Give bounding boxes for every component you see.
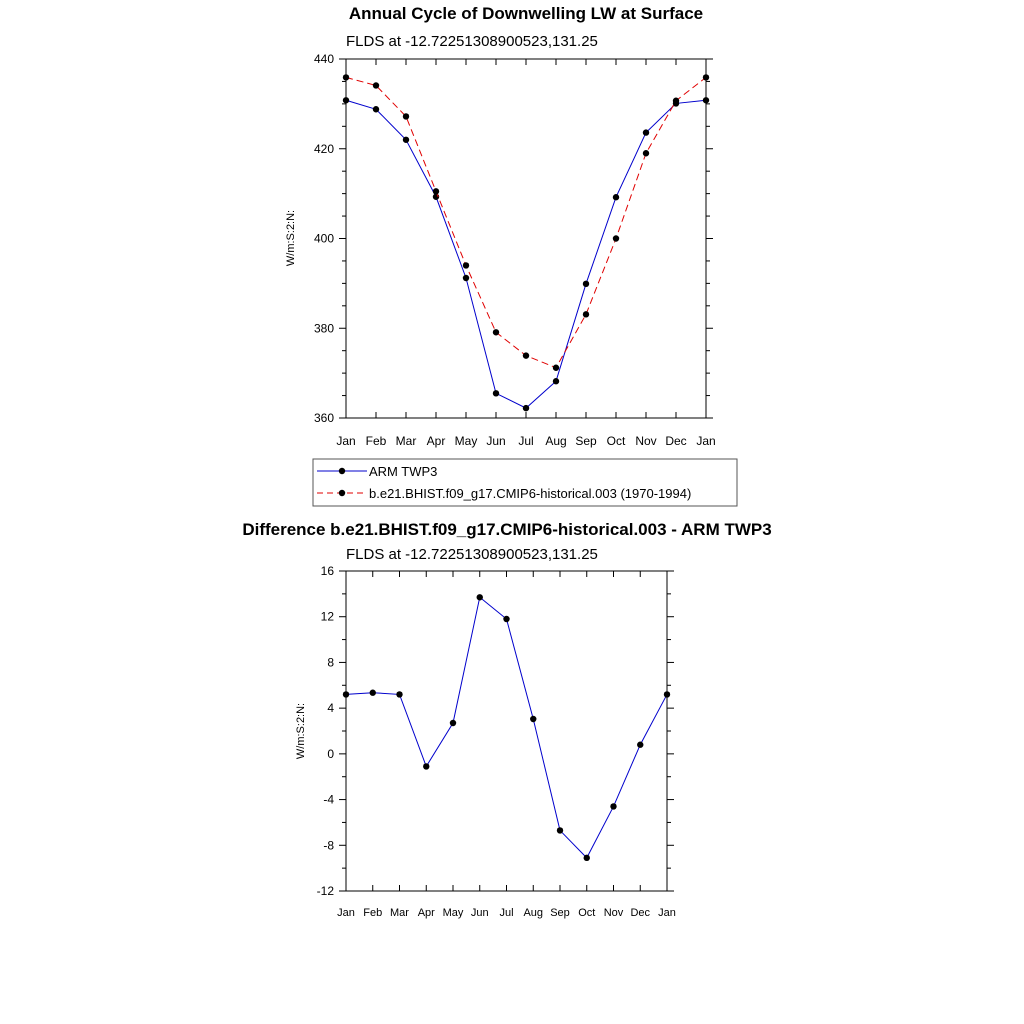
y-tick-label: 0 <box>327 746 334 761</box>
x-tick-label: Jul <box>518 434 534 448</box>
y-tick-label: -8 <box>323 838 334 853</box>
x-tick-labels <box>336 434 715 448</box>
data-point <box>493 329 499 335</box>
data-point <box>463 275 469 281</box>
chart-subtitle: FLDS at -12.72251308900523,131.25 <box>346 33 598 50</box>
data-point <box>433 188 439 194</box>
x-tick-label: Feb <box>363 907 383 919</box>
data-point <box>557 827 563 833</box>
x-tick-label: Mar <box>395 434 417 448</box>
data-point <box>643 150 649 156</box>
data-point <box>343 691 349 697</box>
x-tick-label: Nov <box>635 434 657 448</box>
data-point <box>643 129 649 135</box>
data-point <box>493 390 499 396</box>
data-point <box>584 855 590 861</box>
series-layer <box>343 74 709 411</box>
x-tick-labels <box>337 907 676 919</box>
data-point <box>613 194 619 200</box>
x-tick-label: Feb <box>365 434 387 448</box>
x-tick-label: Nov <box>603 907 624 919</box>
series-line-0 <box>346 100 706 408</box>
y-tick-label: 380 <box>313 321 334 336</box>
annual-cycle-chart <box>285 4 737 506</box>
data-point <box>373 82 379 88</box>
x-tick-label: Apr <box>417 907 435 919</box>
chart-title: Annual Cycle of Downwelling LW at Surface <box>348 4 704 23</box>
x-tick-label: May <box>454 434 478 448</box>
y-tick-label: 440 <box>313 52 334 66</box>
series-line-1 <box>346 77 706 367</box>
chart-title: Difference b.e21.BHIST.f09_g17.CMIP6-historical.003 - ARM TWP3 <box>242 520 772 539</box>
data-point <box>703 97 709 103</box>
x-tick-label: Jun <box>470 907 489 919</box>
x-tick-label: Jan <box>696 434 716 448</box>
y-tick-label: 420 <box>313 141 334 156</box>
data-point <box>637 742 643 748</box>
data-point <box>583 311 589 317</box>
y-tick-label: -12 <box>316 884 334 898</box>
x-tick-label: Jun <box>486 434 506 448</box>
x-tick-label: Apr <box>426 434 446 448</box>
data-point <box>343 97 349 103</box>
data-point <box>523 405 529 411</box>
y-axis-label: W/m:S:2:N: <box>285 209 297 267</box>
legend-entry-arm: ARM TWP3 <box>369 464 438 479</box>
data-point <box>370 690 376 696</box>
data-point <box>343 74 349 80</box>
x-tick-label: Oct <box>578 907 596 919</box>
y-tick-labels <box>314 52 334 425</box>
series-layer <box>343 594 670 861</box>
data-point <box>503 616 509 622</box>
axis-ticks <box>339 59 713 418</box>
x-tick-label: Jan <box>658 907 676 919</box>
y-tick-label: 4 <box>327 701 334 716</box>
series-line-0 <box>346 597 667 858</box>
data-point <box>610 803 616 809</box>
x-tick-label: Sep <box>550 907 570 919</box>
plot-frame <box>346 59 706 418</box>
data-point <box>553 365 559 371</box>
x-tick-label: Sep <box>575 434 597 448</box>
legend-entry-model: b.e21.BHIST.f09_g17.CMIP6-historical.003 (1970-1994) <box>369 486 692 501</box>
difference-chart <box>242 520 771 919</box>
x-tick-label: Oct <box>606 434 626 448</box>
data-point <box>403 113 409 119</box>
data-point <box>530 716 536 722</box>
legend-marker-model <box>339 490 345 496</box>
data-point <box>396 691 402 697</box>
data-point <box>523 352 529 358</box>
data-point <box>477 594 483 600</box>
x-tick-label: Aug <box>545 434 567 448</box>
x-tick-label: Dec <box>630 907 651 919</box>
data-point <box>703 74 709 80</box>
data-point <box>583 281 589 287</box>
data-point <box>613 235 619 241</box>
x-tick-label: Mar <box>390 907 409 919</box>
y-tick-label: 16 <box>320 564 334 578</box>
y-tick-label: 360 <box>313 411 334 425</box>
x-tick-label: Dec <box>665 434 687 448</box>
data-point <box>463 262 469 268</box>
data-point <box>673 98 679 104</box>
data-point <box>553 378 559 384</box>
y-axis-label: W/m:S:2:N: <box>295 702 307 760</box>
x-tick-label: May <box>442 907 464 919</box>
x-tick-label: Jan <box>337 907 355 919</box>
x-tick-label: Aug <box>523 907 544 919</box>
legend <box>313 459 737 506</box>
y-tick-label: 8 <box>327 655 334 670</box>
y-tick-label: 400 <box>313 231 334 246</box>
x-tick-label: Jan <box>336 434 356 448</box>
y-tick-labels <box>317 564 335 898</box>
data-point <box>403 137 409 143</box>
y-tick-label: -4 <box>323 792 334 807</box>
data-point <box>423 763 429 769</box>
data-point <box>373 106 379 112</box>
data-point <box>664 691 670 697</box>
data-point <box>450 720 456 726</box>
legend-marker-arm <box>339 468 345 474</box>
y-tick-label: 12 <box>320 609 334 624</box>
chart-subtitle: FLDS at -12.72251308900523,131.25 <box>346 546 598 563</box>
x-tick-label: Jul <box>499 907 514 919</box>
